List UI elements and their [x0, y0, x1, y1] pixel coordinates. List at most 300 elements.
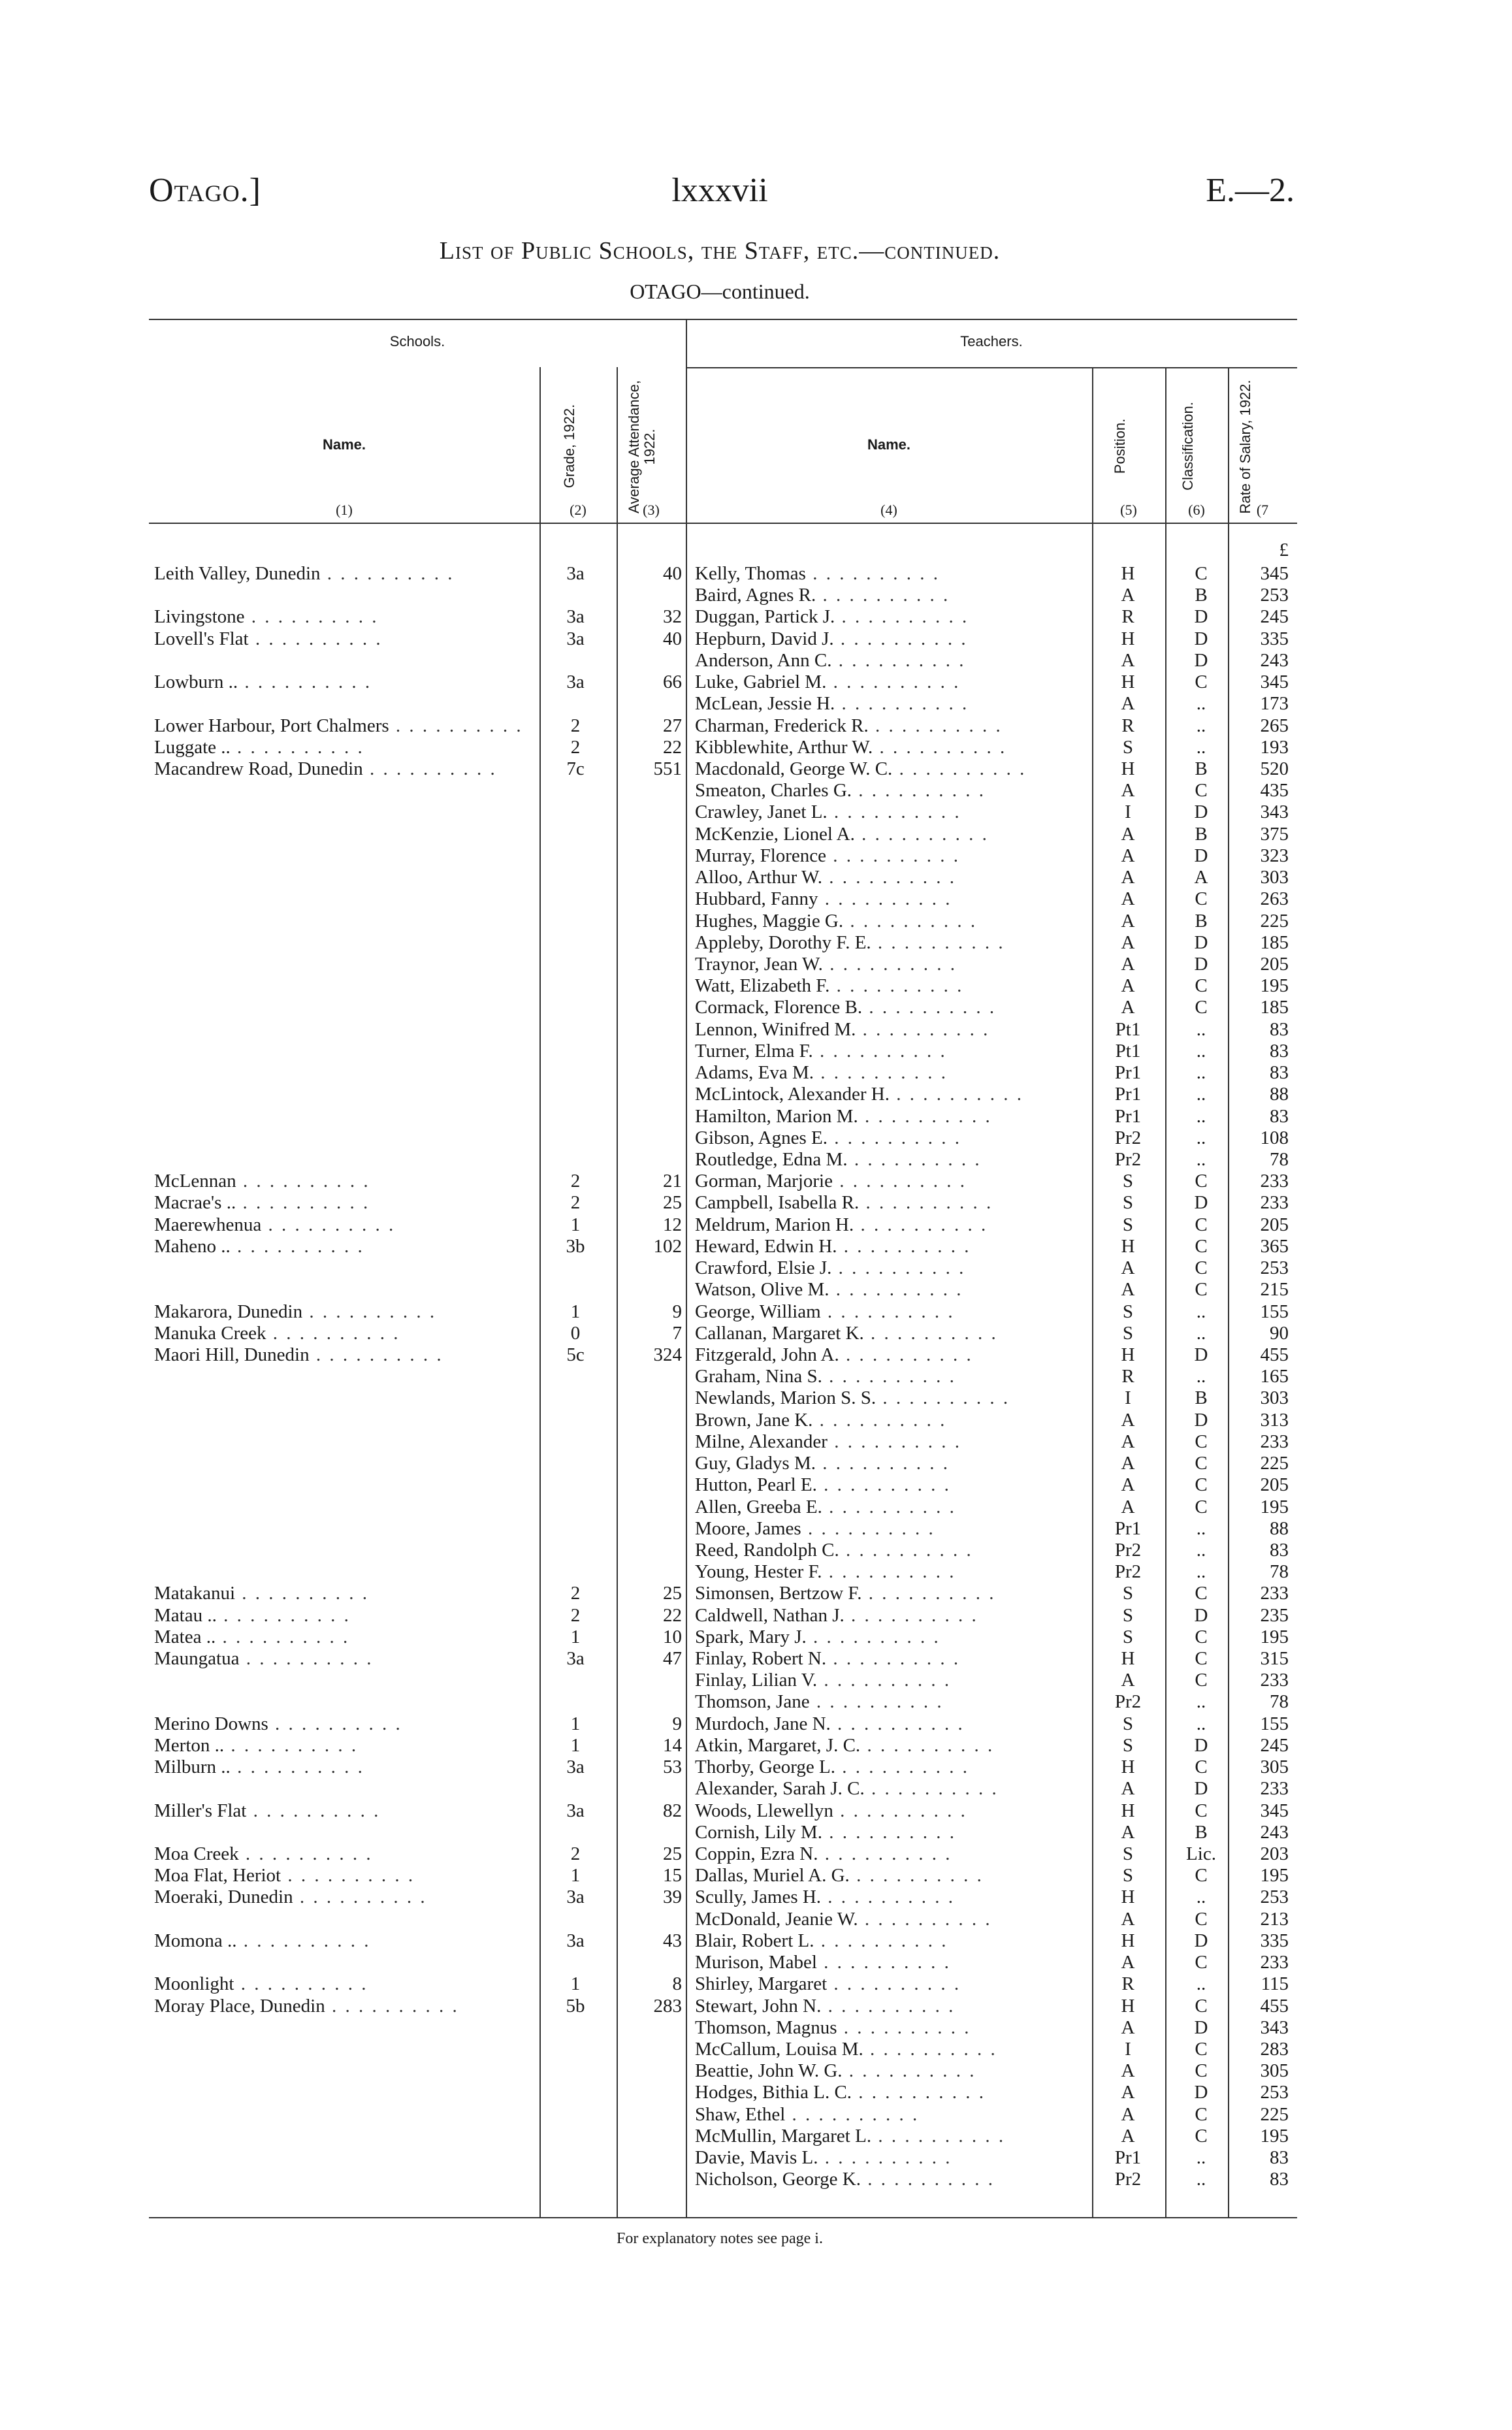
classification-cell: D: [1194, 1778, 1208, 1800]
attendance-cell: 22: [663, 1604, 682, 1626]
leader-dots: . . . . . . . . . .: [860, 1734, 995, 1756]
leader-dots: . . . . . . . . . .: [268, 1713, 402, 1734]
school-name-cell: Lowburn ..: [154, 672, 238, 693]
attendance-cell-wrap: [617, 1843, 682, 1865]
school-name-cell: Maori Hill, Dunedin: [154, 1344, 310, 1365]
salary-cell-wrap: [1228, 824, 1289, 845]
table-row: [0, 1171, 1512, 1192]
teacher-name-cell: Caldwell, Nathan J.: [695, 1604, 844, 1626]
salary-cell-wrap: [1228, 2082, 1289, 2103]
school-name-cell-wrap: [154, 563, 559, 585]
leader-dots: . . . . . . . . . .: [820, 1301, 955, 1322]
attendance-cell-wrap: [617, 1887, 682, 1908]
position-cell: H: [1121, 1235, 1135, 1257]
teacher-name-cell-wrap: [695, 1648, 1087, 1670]
table-row: [0, 1279, 1512, 1301]
grade-cell-wrap: [539, 1627, 611, 1648]
school-name-cell-wrap: [154, 606, 559, 628]
classification-cell: D: [1194, 845, 1208, 866]
salary-cell: 155: [1260, 1713, 1289, 1734]
leader-dots: . . . . . . . . . .: [302, 1301, 437, 1322]
table-row: [0, 1778, 1512, 1800]
teacher-name-cell-wrap: [695, 715, 1087, 737]
classification-cell-wrap: [1165, 867, 1237, 888]
salary-cell-wrap: [1228, 1973, 1289, 1995]
teacher-name-cell-wrap: [695, 845, 1087, 867]
school-name-cell: Macrae's ..: [154, 1192, 236, 1214]
leader-dots: . . . . . . . . . .: [847, 1148, 982, 1170]
attendance-cell: 27: [663, 715, 682, 736]
salary-cell: 345: [1260, 563, 1289, 584]
salary-cell-wrap: [1228, 1583, 1289, 1604]
attendance-cell: 43: [663, 1930, 682, 1951]
position-cell-wrap: [1092, 1713, 1164, 1735]
school-name-cell: Macandrew Road, Dunedin: [154, 758, 363, 779]
classification-cell: C: [1195, 1583, 1208, 1604]
position-cell: Pr2: [1114, 1539, 1142, 1561]
teacher-name-cell-wrap: [695, 1171, 1087, 1192]
teacher-name-header: Name.: [867, 436, 911, 453]
classification-cell: ..: [1196, 693, 1206, 715]
classification-cell: ..: [1196, 1713, 1206, 1734]
salary-cell: 215: [1260, 1279, 1289, 1301]
teacher-name-cell-wrap: [695, 824, 1087, 845]
teacher-name-cell: Watt, Elizabeth F.: [695, 975, 830, 997]
leader-dots: . . . . . . . . . .: [856, 1018, 990, 1040]
position-cell: H: [1121, 563, 1135, 584]
classification-cell-wrap: [1165, 1843, 1237, 1865]
grade-cell-wrap: [539, 1648, 611, 1670]
teacher-name-cell-wrap: [695, 1713, 1087, 1735]
teacher-name-cell-wrap: [695, 1518, 1087, 1540]
salary-cell: 235: [1260, 1604, 1289, 1626]
position-cell: H: [1121, 1995, 1135, 2017]
teacher-name-cell-wrap: [695, 1909, 1087, 1930]
teacher-name-cell: Atkin, Margaret, J. C.: [695, 1734, 861, 1756]
table-row: [0, 715, 1512, 737]
school-name-cell-wrap: [154, 1323, 559, 1344]
teacher-name-cell: McLean, Jessie H.: [695, 693, 835, 715]
classification-cell: D: [1194, 1344, 1208, 1365]
position-cell-wrap: [1092, 932, 1164, 954]
grade-cell: 5c: [566, 1344, 585, 1365]
teacher-name-cell: Macdonald, George W. C.: [695, 758, 893, 779]
table-row: [0, 802, 1512, 823]
salary-cell-wrap: [1228, 672, 1289, 693]
table-row: [0, 954, 1512, 975]
classification-cell: ..: [1196, 1366, 1206, 1387]
position-cell-wrap: [1092, 1735, 1164, 1757]
position-cell-wrap: [1092, 650, 1164, 672]
salary-cell: 245: [1260, 1734, 1289, 1756]
salary-cell: 253: [1260, 1257, 1289, 1278]
classification-cell: ..: [1196, 1084, 1206, 1105]
grade-cell-wrap: [539, 628, 611, 650]
attendance-cell: 25: [663, 1843, 682, 1864]
position-cell: A: [1121, 1409, 1135, 1431]
leader-dots: . . . . . . . . . .: [862, 997, 997, 1018]
classification-cell-wrap: [1165, 1822, 1237, 1843]
classification-cell-wrap: [1165, 2126, 1237, 2147]
teacher-name-cell: Campbell, Isabella R.: [695, 1192, 860, 1214]
position-cell-wrap: [1092, 1431, 1164, 1453]
classification-cell: C: [1195, 1235, 1208, 1257]
teacher-name-cell-wrap: [695, 737, 1087, 758]
teacher-name-cell: Fitzgerald, John A.: [695, 1344, 839, 1365]
table-row: [0, 1930, 1512, 1952]
position-cell-wrap: [1092, 954, 1164, 975]
teacher-name-cell-wrap: [695, 2169, 1087, 2190]
position-cell: A: [1121, 1778, 1135, 1800]
salary-cell: 225: [1260, 910, 1289, 932]
salary-cell-wrap: [1228, 1387, 1289, 1409]
salary-cell-wrap: [1228, 563, 1289, 585]
leader-dots: . . . . . . . . . .: [829, 975, 964, 997]
position-cell-wrap: [1092, 1171, 1164, 1192]
attendance-cell: 7: [672, 1322, 682, 1344]
teacher-name-cell: Watson, Olive M.: [695, 1279, 829, 1301]
teacher-name-cell-wrap: [695, 1257, 1087, 1279]
table-row: [0, 1843, 1512, 1865]
salary-cell: 78: [1270, 1561, 1289, 1583]
position-cell: Pr2: [1114, 1148, 1142, 1170]
classification-cell: C: [1195, 1757, 1208, 1778]
leader-dots: . . . . . . . . . .: [837, 2017, 971, 2038]
salary-cell: 155: [1260, 1301, 1289, 1322]
teacher-name-cell-wrap: [695, 1084, 1087, 1105]
leader-dots: . . . . . . . . . .: [822, 867, 956, 888]
leader-dots: . . . . . . . . . .: [828, 1127, 961, 1148]
school-name-cell-wrap: [154, 672, 559, 693]
school-name-cell-wrap: [154, 1236, 559, 1257]
teacher-name-cell: George, William: [695, 1301, 821, 1322]
teacher-name-cell: Finlay, Lilian V.: [695, 1670, 818, 1691]
position-cell: A: [1121, 693, 1135, 715]
position-cell-wrap: [1092, 1843, 1164, 1865]
leader-dots: . . . . . . . . . .: [868, 715, 1003, 736]
leader-dots: . . . . . . . . . .: [892, 758, 1027, 779]
classification-cell-wrap: [1165, 758, 1237, 780]
attendance-cell-wrap: [617, 1713, 682, 1735]
classification-cell-wrap: [1165, 1800, 1237, 1822]
leader-dots: . . . . . . . . . .: [859, 1192, 993, 1214]
teacher-name-cell-wrap: [695, 1019, 1087, 1041]
position-cell: A: [1121, 910, 1135, 932]
teacher-name-cell: Thomson, Jane: [695, 1691, 810, 1713]
classification-cell-wrap: [1165, 975, 1237, 997]
attendance-cell: 102: [653, 1235, 682, 1257]
grade-cell: 2: [570, 715, 581, 736]
classification-cell-wrap: [1165, 1952, 1237, 1973]
salary-cell-wrap: [1228, 1627, 1289, 1648]
salary-cell: 83: [1270, 1040, 1289, 1061]
position-cell-wrap: [1092, 824, 1164, 845]
school-name-cell-wrap: [154, 1996, 559, 2017]
column-number: (6): [1188, 502, 1205, 518]
grade-cell: 5b: [566, 1995, 585, 2017]
teacher-name-cell-wrap: [695, 1996, 1087, 2017]
teacher-name-cell: Blair, Robert L.: [695, 1930, 814, 1951]
position-cell: Pr1: [1114, 2147, 1142, 2169]
salary-cell-wrap: [1228, 1301, 1289, 1323]
leader-dots: . . . . . . . . . .: [822, 1366, 956, 1387]
position-cell-wrap: [1092, 2169, 1164, 2190]
table-row: [0, 1518, 1512, 1540]
salary-cell-wrap: [1228, 867, 1289, 888]
position-cell: A: [1121, 975, 1135, 997]
attendance-cell-wrap: [617, 1996, 682, 2017]
position-cell-wrap: [1092, 1497, 1164, 1518]
salary-cell-wrap: [1228, 2126, 1289, 2147]
salary-cell-wrap: [1228, 1366, 1289, 1387]
school-name-cell-wrap: [154, 1214, 559, 1236]
salary-cell-wrap: [1228, 1605, 1289, 1627]
teacher-name-cell-wrap: [695, 1106, 1087, 1127]
classification-cell: C: [1195, 780, 1208, 802]
grade-cell-wrap: [539, 1344, 611, 1366]
salary-cell-wrap: [1228, 1171, 1289, 1192]
salary-cell-wrap: [1228, 715, 1289, 737]
teacher-name-cell: Murray, Florence: [695, 845, 827, 866]
leader-dots: . . . . . . . . . .: [876, 1387, 1010, 1409]
table-row: [0, 1062, 1512, 1084]
classification-cell: ..: [1196, 1561, 1206, 1583]
position-cell: Pr2: [1114, 1127, 1142, 1148]
teacher-name-cell-wrap: [695, 888, 1087, 910]
attendance-cell-wrap: [617, 563, 682, 585]
grade-cell: 1: [570, 1626, 581, 1647]
teacher-name-cell-wrap: [695, 1843, 1087, 1865]
teacher-name-cell-wrap: [695, 1822, 1087, 1843]
classification-cell-wrap: [1165, 715, 1237, 737]
table-row: [0, 975, 1512, 997]
teacher-name-cell-wrap: [695, 2060, 1087, 2082]
attendance-cell-wrap: [617, 1930, 682, 1952]
teacher-name-cell: Scully, James H.: [695, 1887, 822, 1908]
table-row: [0, 1887, 1512, 1908]
classification-cell: B: [1195, 1387, 1208, 1409]
classification-cell-wrap: [1165, 1930, 1237, 1952]
classification-cell-wrap: [1165, 1670, 1237, 1691]
grade-cell: 3b: [566, 1235, 585, 1257]
salary-cell-wrap: [1228, 1952, 1289, 1973]
salary-cell: 225: [1260, 1453, 1289, 1474]
position-cell: Pt1: [1115, 1018, 1141, 1040]
classification-cell-wrap: [1165, 1778, 1237, 1800]
salary-cell: 185: [1260, 997, 1289, 1018]
position-cell: A: [1121, 1496, 1135, 1517]
attendance-cell-wrap: [617, 1865, 682, 1887]
position-cell-wrap: [1092, 1952, 1164, 1973]
grade-cell: 7c: [566, 758, 585, 779]
leader-dots: . . . . . . . . . .: [818, 2147, 952, 2169]
school-name-cell: Moa Creek: [154, 1843, 239, 1864]
grade-cell-wrap: [539, 1800, 611, 1822]
leader-dots: . . . . . . . . . .: [816, 1952, 951, 1973]
position-cell: Pr1: [1114, 1517, 1142, 1539]
position-cell-wrap: [1092, 997, 1164, 1018]
classification-cell: C: [1195, 1952, 1208, 1973]
classification-cell: D: [1194, 1604, 1208, 1626]
teacher-name-cell: Hamilton, Marion M.: [695, 1105, 858, 1127]
grade-cell: 0: [570, 1322, 581, 1344]
classification-cell-wrap: [1165, 563, 1237, 585]
salary-cell: 323: [1260, 845, 1289, 866]
table-bottom-rule: [149, 2217, 1297, 2218]
footnote: For explanatory notes see page i.: [617, 2230, 823, 2247]
table-row: [0, 1387, 1512, 1409]
grade-cell: 3a: [566, 1648, 585, 1669]
teacher-name-cell: Crawley, Janet L.: [695, 802, 828, 823]
table-row: [0, 1236, 1512, 1257]
classification-cell-wrap: [1165, 1106, 1237, 1127]
salary-cell: 88: [1270, 1517, 1289, 1539]
attendance-cell-wrap: [617, 1735, 682, 1757]
table-row: [0, 1909, 1512, 1930]
attendance-cell-wrap: [617, 1171, 682, 1192]
teacher-name-cell-wrap: [695, 1540, 1087, 1561]
grade-cell-wrap: [539, 1713, 611, 1735]
salary-cell-wrap: [1228, 1084, 1289, 1105]
school-name-cell-wrap: [154, 715, 559, 737]
leader-dots: . . . . . . . . . .: [871, 2125, 1006, 2146]
salary-cell: 253: [1260, 2082, 1289, 2103]
position-cell-wrap: [1092, 2147, 1164, 2169]
grade-cell-wrap: [539, 1973, 611, 1995]
attendance-cell-wrap: [617, 1192, 682, 1214]
attendance-cell-wrap: [617, 1605, 682, 1627]
leader-dots: . . . . . . . . . .: [849, 1865, 984, 1887]
attendance-cell-wrap: [617, 758, 682, 780]
classification-cell: D: [1194, 932, 1208, 953]
salary-cell-wrap: [1228, 1822, 1289, 1843]
position-cell-wrap: [1092, 1973, 1164, 1995]
salary-cell: 195: [1260, 2125, 1289, 2146]
teacher-name-cell: Stewart, John N.: [695, 1995, 822, 2017]
classification-cell: D: [1194, 2017, 1208, 2038]
classification-cell-wrap: [1165, 1149, 1237, 1171]
salary-cell: 243: [1260, 649, 1289, 671]
leader-dots: . . . . . . . . . .: [320, 563, 455, 584]
classification-cell: C: [1195, 1474, 1208, 1496]
school-name-cell-wrap: [154, 758, 559, 780]
table-row: [0, 563, 1512, 585]
leader-dots: . . . . . . . . . .: [246, 1800, 381, 1821]
table-row: [0, 606, 1512, 628]
position-cell: A: [1121, 2103, 1135, 2125]
leader-dots: . . . . . . . . . .: [873, 736, 1007, 758]
school-name-cell: Merton ..: [154, 1734, 225, 1756]
table-row: [0, 1301, 1512, 1323]
attendance-cell: 14: [663, 1734, 682, 1756]
classification-cell-wrap: [1165, 1605, 1237, 1627]
leader-dots: . . . . . . . . . .: [266, 1322, 400, 1344]
school-name-cell-wrap: [154, 1301, 559, 1323]
salary-cell-wrap: [1228, 1691, 1289, 1713]
salary-cell: 233: [1260, 1778, 1289, 1800]
teacher-name-cell: Appleby, Dorothy F. E.: [695, 932, 871, 953]
school-name-cell-wrap: [154, 1735, 559, 1757]
position-cell-wrap: [1092, 1410, 1164, 1431]
salary-cell: 435: [1260, 780, 1289, 802]
classification-cell: C: [1195, 1865, 1208, 1887]
attendance-cell: 25: [663, 1192, 682, 1214]
teacher-name-cell-wrap: [695, 1583, 1087, 1604]
classification-cell: ..: [1196, 1105, 1206, 1127]
position-cell-wrap: [1092, 1257, 1164, 1279]
leader-dots: . . . . . . . . . .: [826, 845, 961, 866]
leader-dots: . . . . . . . . . .: [826, 672, 961, 693]
salary-cell-wrap: [1228, 911, 1289, 932]
leader-dots: . . . . . . . . . .: [858, 1105, 992, 1127]
leader-dots: . . . . . . . . . .: [805, 563, 940, 584]
salary-cell: 83: [1270, 1539, 1289, 1561]
teacher-name-cell-wrap: [695, 932, 1087, 954]
salary-cell-wrap: [1228, 1735, 1289, 1757]
position-cell: S: [1122, 1713, 1134, 1734]
grade-cell: 3a: [566, 1887, 585, 1908]
table-row: [0, 1583, 1512, 1604]
table-row: [0, 1106, 1512, 1127]
salary-cell-wrap: [1228, 1497, 1289, 1518]
leader-dots: . . . . . . . . . .: [852, 780, 986, 802]
position-cell: H: [1121, 1887, 1135, 1908]
leader-dots: . . . . . . . . . .: [230, 1757, 364, 1778]
salary-cell-wrap: [1228, 1106, 1289, 1127]
classification-cell: C: [1195, 1908, 1208, 1930]
salary-cell-wrap: [1228, 2104, 1289, 2126]
salary-cell: 335: [1260, 628, 1289, 649]
teacher-name-cell: Thorby, George L.: [695, 1757, 836, 1778]
salary-cell: 313: [1260, 1409, 1289, 1431]
table-row: [0, 1973, 1512, 1995]
teacher-name-cell: Murdoch, Jane N.: [695, 1713, 831, 1734]
teacher-name-cell: Turner, Elma F.: [695, 1040, 813, 1061]
classification-cell-wrap: [1165, 1236, 1237, 1257]
teacher-name-cell: Reed, Randolph C.: [695, 1539, 839, 1561]
teacher-name-cell-wrap: [695, 2104, 1087, 2126]
table-row: [0, 1670, 1512, 1691]
leader-dots: . . . . . . . . . .: [837, 1235, 971, 1257]
classification-cell: C: [1195, 975, 1208, 997]
table-row: [0, 2104, 1512, 2126]
classification-cell-wrap: [1165, 1757, 1237, 1778]
leader-dots: . . . . . . . . . .: [236, 1192, 370, 1214]
position-cell-wrap: [1092, 563, 1164, 585]
salary-cell-wrap: [1228, 997, 1289, 1018]
teacher-name-cell: McLintock, Alexander H.: [695, 1084, 890, 1105]
leader-dots: . . . . . . . . . .: [861, 1583, 996, 1604]
leader-dots: . . . . . . . . . .: [835, 606, 969, 628]
grade-cell-wrap: [539, 1757, 611, 1778]
classification-cell: C: [1195, 2103, 1208, 2125]
salary-cell-wrap: [1228, 2017, 1289, 2039]
school-name-cell-wrap: [154, 1344, 559, 1366]
leader-dots: . . . . . . . . . .: [816, 585, 950, 606]
teacher-name-cell: Moore, James: [695, 1517, 801, 1539]
school-name-cell: Makarora, Dunedin: [154, 1301, 303, 1322]
position-cell-wrap: [1092, 1149, 1164, 1171]
salary-cell-wrap: [1228, 1670, 1289, 1691]
salary-cell: 455: [1260, 1995, 1289, 2017]
school-name-cell: Luggate ..: [154, 736, 231, 758]
salary-cell-wrap: [1228, 2060, 1289, 2082]
attendance-cell: 53: [663, 1757, 682, 1778]
salary-cell-wrap: [1228, 932, 1289, 954]
leader-dots: . . . . . . . . . .: [858, 1908, 992, 1930]
leader-dots: . . . . . . . . . .: [818, 888, 952, 910]
teacher-name-cell-wrap: [695, 1387, 1087, 1409]
